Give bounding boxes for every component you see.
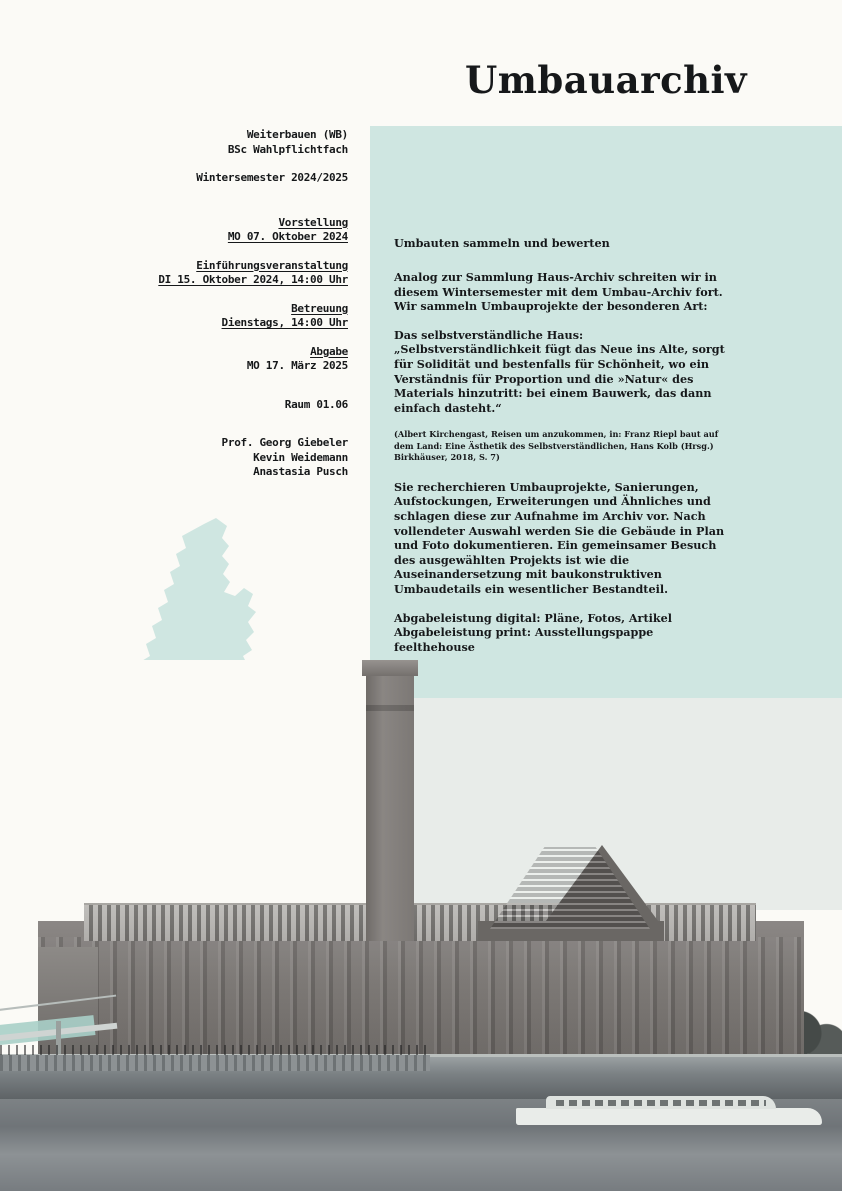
description-heading: Umbauten sammeln und bewerten — [394, 236, 610, 250]
page-title: Umbauarchiv — [464, 58, 748, 102]
room-line: Raum 01.06 — [284, 397, 348, 411]
chimney-band — [366, 705, 414, 711]
section-vorstellung — [40, 216, 348, 245]
course-info-column — [40, 128, 348, 480]
teachers-block — [40, 436, 348, 480]
building-photograph — [0, 660, 842, 1191]
section-abgabe — [40, 345, 348, 374]
boat-hull — [516, 1108, 822, 1125]
teacher-1: Prof. Georg Giebeler — [221, 436, 348, 449]
section-einfuehrung-label: Einführungsveranstaltung — [196, 258, 348, 272]
section-vorstellung-date: MO 07. Oktober 2024 — [227, 230, 348, 243]
facade-pilasters — [38, 937, 804, 1057]
course-block — [40, 128, 348, 157]
teacher-3: Anastasia Pusch — [253, 465, 348, 478]
river-boat — [516, 1091, 822, 1125]
photo-sky-mint — [370, 660, 842, 698]
chimney-cap — [362, 660, 418, 676]
semester-line: Wintersemester 2024/2025 — [196, 171, 348, 184]
section-vorstellung-label: Vorstellung — [278, 215, 348, 229]
section-abgabe-date: MO 17. März 2025 — [246, 359, 348, 372]
riverside-crowd — [0, 1045, 430, 1055]
section-einfuehrung — [40, 259, 348, 288]
photo-sky-left — [0, 660, 370, 910]
course-line-1: Weiterbauen (WB) — [246, 128, 348, 141]
section-betreuung-label: Betreuung — [291, 301, 348, 315]
section-betreuung-date: Dienstags, 14:00 Uhr — [221, 316, 348, 329]
description-paragraph-3: Sie recherchieren Umbauprojekte, Sanierungen, Aufstockungen, Erweiterungen und Ähnliches und schlagen diese zur Aufnahme im Archiv vor. Nach vollendeter Auswahl werden Sie die Gebäude in Plan und Foto dokumentieren. Ein gemeinsamer Besuch des ausgewählten Projekts ist wie die Auseinandersetzung mit baukonstruktiven Umbaudetails ein wesentlicher Bestandteil. — [394, 479, 725, 596]
teacher-2: Kevin Weidemann — [253, 450, 348, 464]
deliverable-digital: Abgabeleistung digital: Pläne, Fotos, Artikel — [394, 610, 672, 625]
timber-piles — [0, 1055, 430, 1071]
description-column — [394, 236, 730, 654]
description-paragraph-1: Analog zur Sammlung Haus-Archiv schreiten wir in diesem Wintersemester mit dem Umbau-Archiv fort. Wir sammeln Umbauprojekte der besonderen Art: — [394, 270, 723, 314]
section-betreuung — [40, 302, 348, 331]
description-citation: (Albert Kirchengast, Reisen um anzukommen, in: Franz Riepl baut auf dem Land: Eine Ästhetik des Selbstverständlichen, Hans Kolb (Hrsg.) Birkhäuser, 2018, S. 7) — [394, 429, 719, 463]
section-einfuehrung-date: DI 15. Oktober 2024, 14:00 Uhr — [158, 273, 348, 286]
chimney — [366, 660, 414, 941]
section-abgabe-label: Abgabe — [310, 344, 348, 358]
course-line-2: BSc Wahlpflichtfach — [227, 142, 348, 156]
description-paragraph-2: Das selbstverständliche Haus: „Selbstverständlichkeit fügt das Neue ins Alte, sorgt für Solidität und bestenfalls für Schönheit, wo ein Verständnis für Proportion und die »Natur« des Materials hinzutritt: bei einem Bauwerk, das dann einfach dasteht.“ — [394, 327, 725, 415]
deliverable-print: Abgabeleistung print: Ausstellungspappe feelthehouse — [394, 625, 654, 654]
boat-windows — [556, 1100, 766, 1106]
